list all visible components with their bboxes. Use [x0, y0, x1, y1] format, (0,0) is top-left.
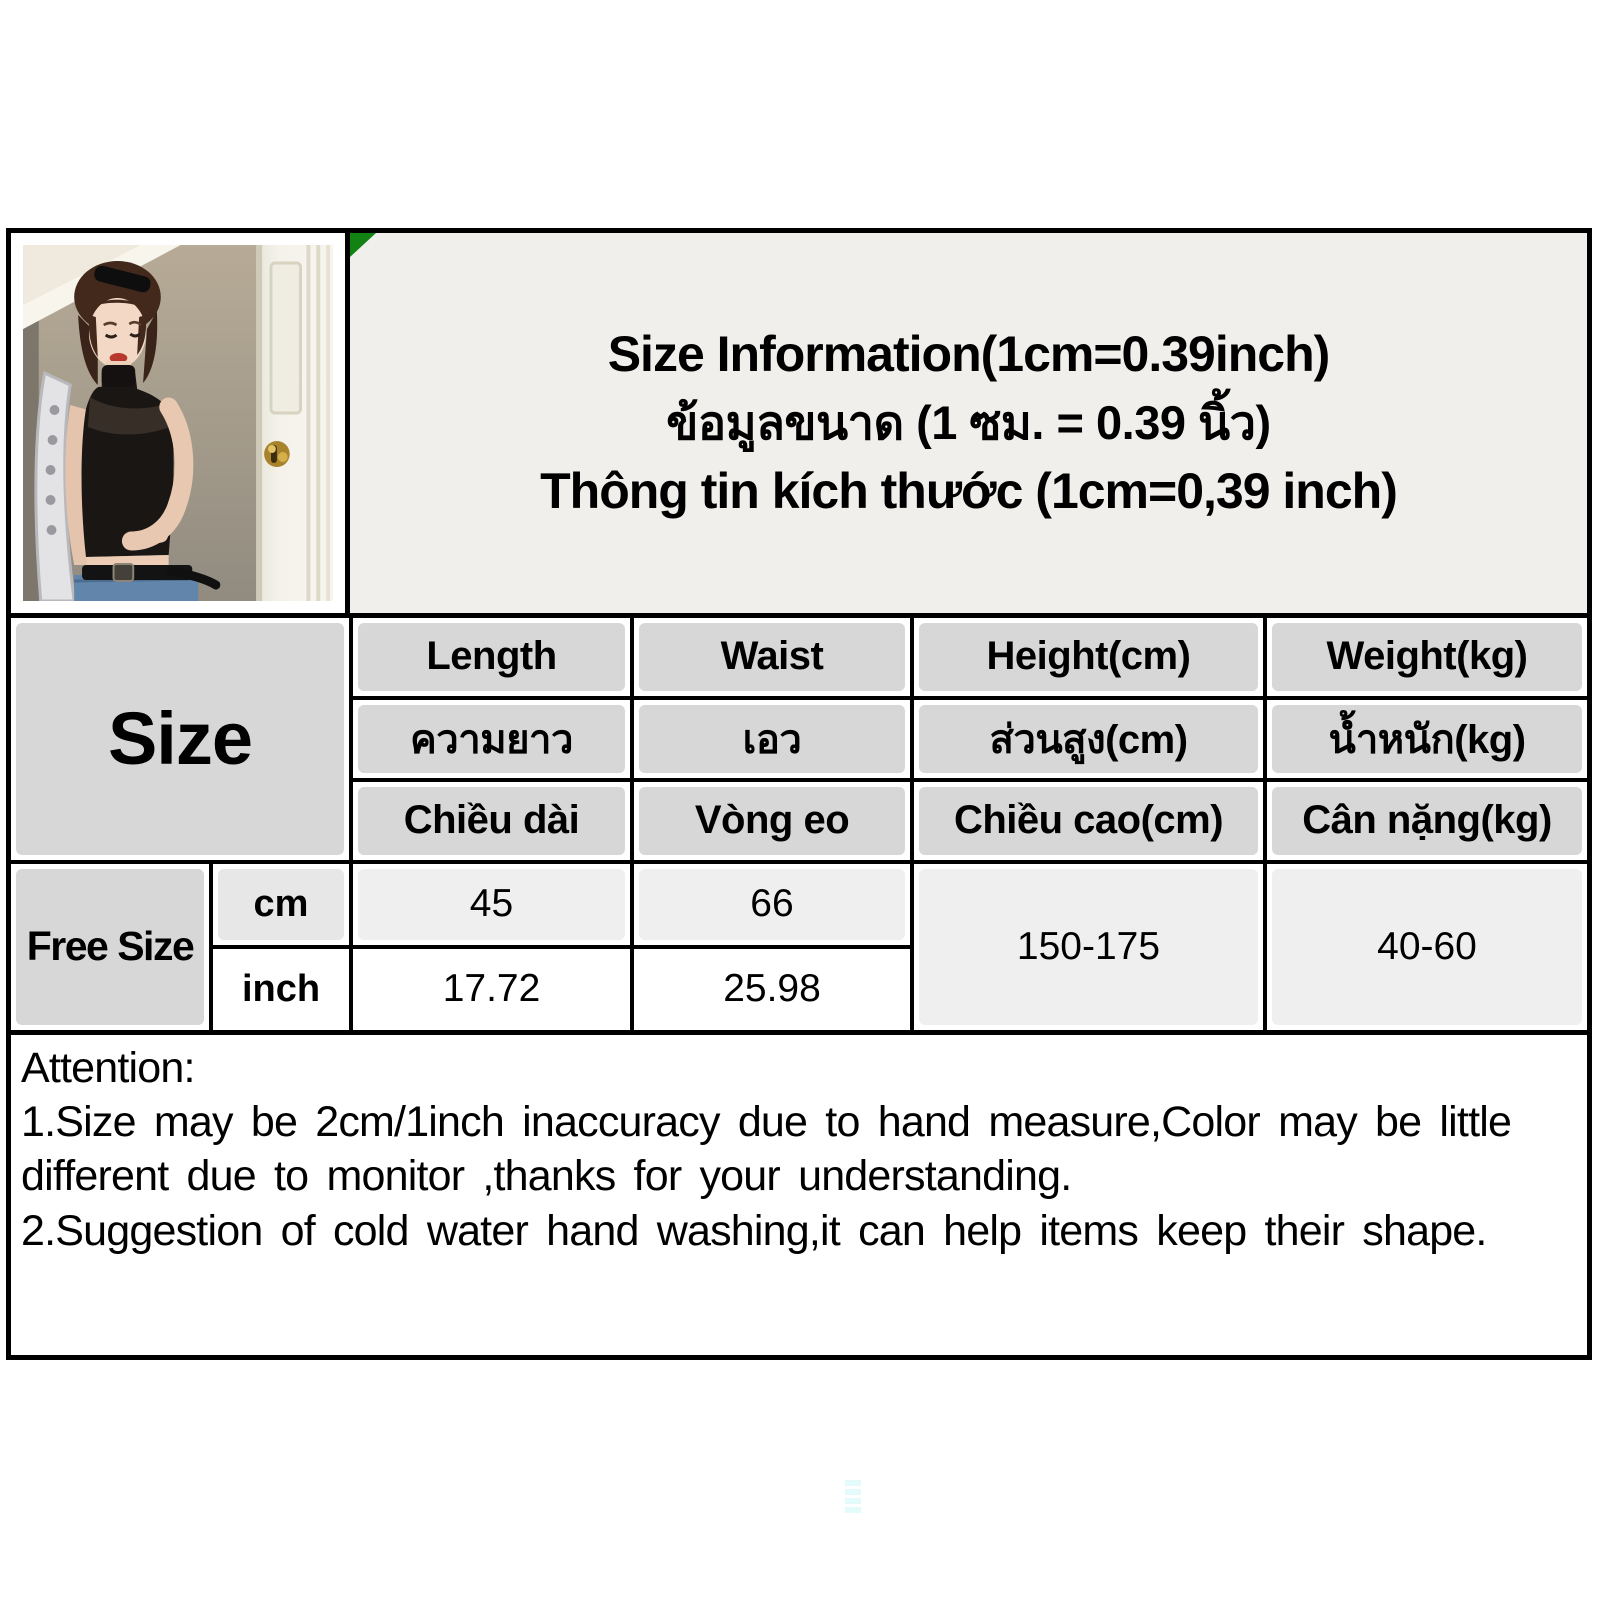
- faint-watermark: [845, 1480, 861, 1518]
- col-header-weight-th: น้ำหนัก(kg): [1267, 700, 1587, 778]
- model-photo-illustration: [23, 245, 333, 601]
- col-header-weight-vi: Cân nặng(kg): [1267, 782, 1587, 860]
- col-header-length-th: ความยาว: [353, 700, 630, 778]
- value-waist-inch: 25.98: [634, 949, 910, 1030]
- top-band: [11, 233, 1587, 618]
- title-panel: [350, 233, 1587, 613]
- chart-sheet: [6, 228, 1592, 1360]
- corner-triangle-decoration: [350, 233, 376, 257]
- unit-cell-inch: inch: [213, 949, 349, 1030]
- attention-heading: Attention:: [21, 1044, 195, 1092]
- attention-section: [11, 1035, 1587, 1264]
- row-header-free-size: Free Size: [11, 864, 209, 1030]
- col-header-weight-en: Weight(kg): [1267, 618, 1587, 696]
- value-waist-cm: 66: [634, 864, 910, 945]
- value-weight-range: 40-60: [1267, 864, 1587, 1030]
- col-header-waist-th: เอว: [634, 700, 910, 778]
- col-header-height-vi: Chiều cao(cm): [914, 782, 1263, 860]
- unit-cell-cm: cm: [213, 864, 349, 945]
- col-header-height-th: ส่วนสูง(cm): [914, 700, 1263, 778]
- attention-line-3: 2.Suggestion of cold water hand washing,it can help items keep their shape.: [21, 1206, 1487, 1255]
- value-height-range: 150-175: [914, 864, 1263, 1030]
- col-header-height-en: Height(cm): [914, 618, 1263, 696]
- attention-line-2: different due to monitor ,thanks for your understanding.: [21, 1152, 1072, 1201]
- value-length-inch: 17.72: [353, 949, 630, 1030]
- title-english: Size Information(1cm=0.39inch): [607, 325, 1330, 382]
- size-table: [11, 618, 1587, 1035]
- attention-line-1: 1.Size may be 2cm/1inch inaccuracy due to hand measure,Color may be little: [21, 1098, 1512, 1147]
- col-header-waist-vi: Vòng eo: [634, 782, 910, 860]
- size-corner-label: Size: [16, 623, 344, 855]
- col-header-length-vi: Chiều dài: [353, 782, 630, 860]
- corner-cell: [11, 618, 349, 860]
- col-header-waist-en: Waist: [634, 618, 910, 696]
- title-thai: ข้อมูลขนาด (1 ซม. = 0.39 นิ้ว): [666, 395, 1271, 449]
- value-length-cm: 45: [353, 864, 630, 945]
- model-photo: [11, 233, 350, 613]
- title-vietnamese: Thông tin kích thước (1cm=0,39 inch): [540, 463, 1397, 520]
- col-header-length-en: Length: [353, 618, 630, 696]
